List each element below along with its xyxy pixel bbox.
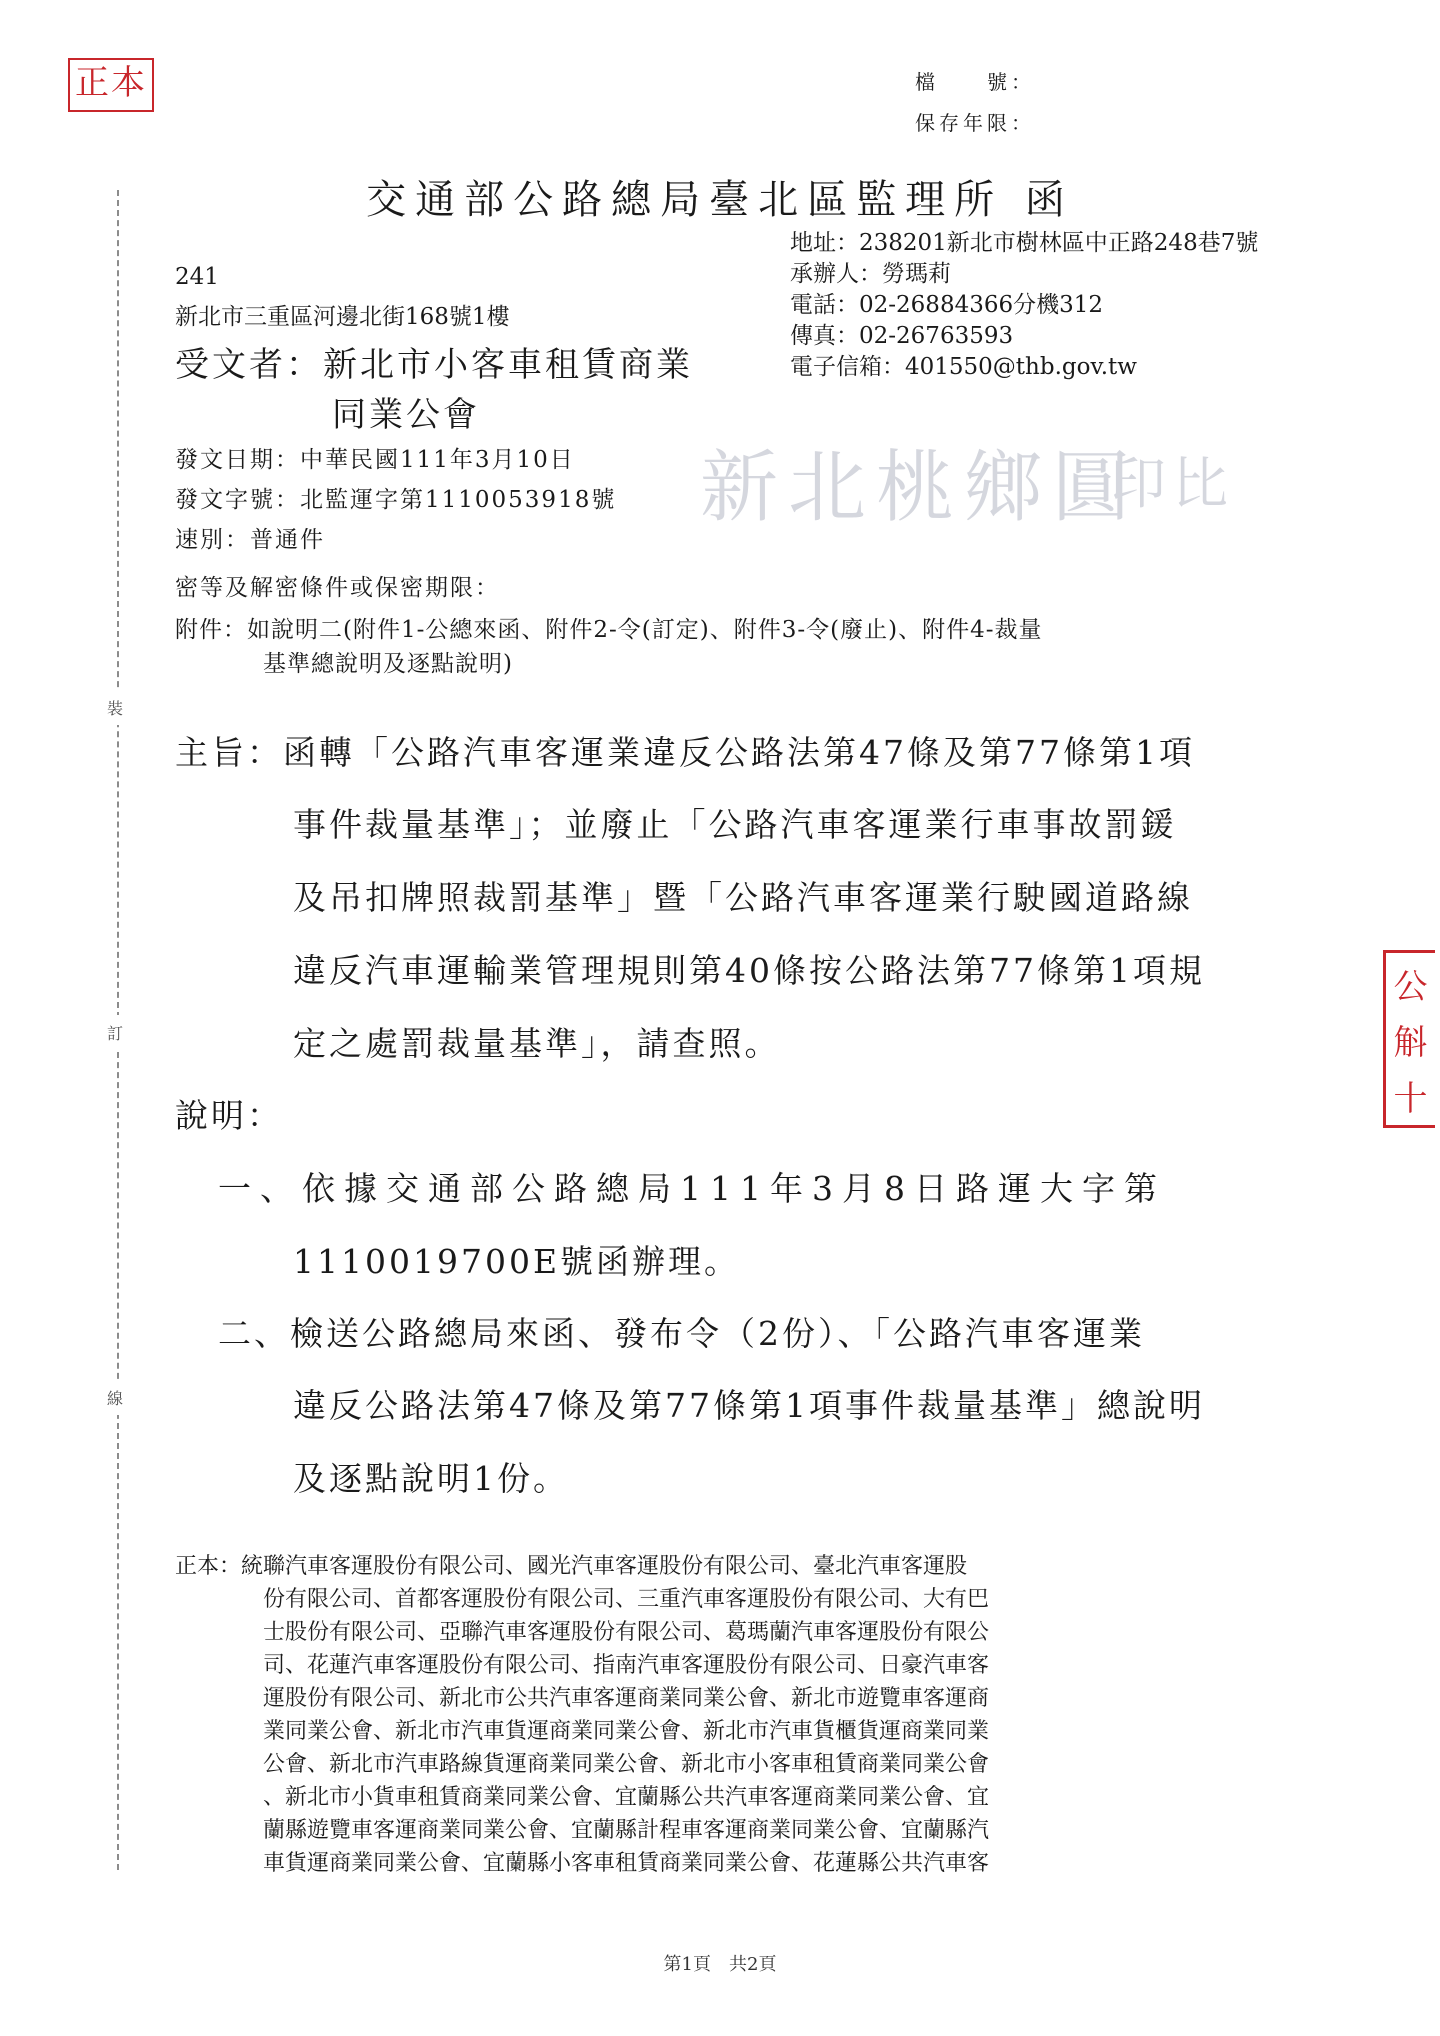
cc-line-10: 車貨運商業同業公會、宜蘭縣小客車租賃商業同業公會、花蓮縣公共汽車客 (263, 1851, 990, 1876)
explanation-item-2-line-2: 違反公路法第47條及第77條第1項事件裁量基準」總說明 (293, 1386, 1205, 1425)
explanation-item-2-line-1: 二、檢送公路總局來函、發布令（2份）、「公路汽車客運業 (218, 1314, 1145, 1353)
side-seal-char-1: 公 (1393, 967, 1428, 1007)
contact-email: 電子信箱：401550@thb.gov.tw (790, 354, 1137, 380)
binding-mark-ding: 訂 (107, 1015, 123, 1050)
binding-mark-xian: 線 (107, 1380, 123, 1415)
retention-period-label: 保存年限： (915, 111, 1035, 135)
cc-line-7: 公會、新北市汽車路線貨運商業同業公會、新北市小客車租賃商業同業公會 (263, 1752, 990, 1777)
faint-seal-watermark-side: 印比 (1110, 452, 1234, 517)
contact-fax: 傳真：02-26763593 (790, 323, 1014, 349)
page-number-footer: 第1頁 共2頁 (663, 1954, 777, 1975)
cc-line-6: 業同業公會、新北市汽車貨運商業同業公會、新北市汽車貨櫃貨運商業同業 (263, 1719, 990, 1744)
attachment-line-2: 基準總說明及逐點說明) (263, 651, 513, 677)
side-seal-char-3: 十 (1393, 1079, 1428, 1119)
recipient-line-2: 同業公會 (332, 395, 480, 435)
contact-block (790, 228, 1258, 383)
subject-line-5: 定之處罰裁量基準」，請查照。 (293, 1024, 781, 1063)
recipient-block (175, 340, 693, 440)
red-side-seal (1383, 950, 1435, 1128)
subject-line-3: 及吊扣牌照裁罰基準」暨「公路汽車客運業行駛國道路線 (293, 878, 1193, 917)
explanation-item-1-line-2: 1110019700E號函辦理。 (293, 1242, 741, 1281)
attachment-line-1: 附件：如說明二(附件1-公總來函、附件2-令(訂定)、附件3-令(廢止)、附件4-裁量 (175, 617, 1043, 643)
recipient-line-1: 受文者：新北市小客車租賃商業 (175, 345, 693, 385)
contact-address: 地址：238201新北市樹林區中正路248巷7號 (790, 230, 1259, 256)
faint-seal-watermark: 新北桃鄉圓 (700, 443, 1141, 533)
document-number: 發文字號：北監運字第1110053918號 (175, 487, 617, 513)
binding-mark-zhuang: 裝 (107, 690, 123, 725)
contact-handler: 承辦人：勞瑪莉 (790, 261, 951, 287)
cc-line-2: 份有限公司、首都客運股份有限公司、三重汽車客運股份有限公司、大有巴 (263, 1587, 990, 1612)
cc-line-9: 蘭縣遊覽車客運商業同業公會、宜蘭縣計程車客運商業同業公會、宜蘭縣汽 (263, 1818, 990, 1843)
file-number-label: 檔 號： (915, 70, 1035, 94)
side-seal-char-2: 斛 (1393, 1023, 1428, 1063)
explanation-heading: 說明： (175, 1096, 283, 1135)
recipient-address: 新北市三重區河邊北街168號1樓 (175, 304, 510, 330)
cc-line-8: 、新北市小貨車租賃商業同業公會、宜蘭縣公共汽車客運商業同業公會、宜 (263, 1785, 990, 1810)
cc-line-1: 正本：統聯汽車客運股份有限公司、國光汽車客運股份有限公司、臺北汽車客運股 (175, 1554, 968, 1579)
contact-phone: 電話：02-26884366分機312 (790, 292, 1104, 318)
subject-line-4: 違反汽車運輸業管理規則第40條按公路法第77條第1項規 (293, 951, 1205, 990)
original-copy-stamp: 正本 (68, 58, 154, 112)
document-title: 交通部公路總局臺北區監理所 函 (366, 177, 1074, 223)
cc-line-5: 運股份有限公司、新北市公共汽車客運商業同業公會、新北市遊覽車客運商 (263, 1686, 990, 1711)
cc-line-4: 司、花蓮汽車客運股份有限公司、指南汽車客運股份有限公司、日豪汽車客 (263, 1653, 990, 1678)
delivery-speed: 速別：普通件 (175, 527, 325, 553)
subject-line-1: 主旨：函轉「公路汽車客運業違反公路法第47條及第77條第1項 (175, 733, 1195, 772)
recipient-zip: 241 (175, 264, 219, 290)
explanation-item-2-line-3: 及逐點說明1份。 (293, 1459, 569, 1498)
secrecy-level: 密等及解密條件或保密期限： (175, 575, 500, 601)
cc-recipients-block (175, 1550, 989, 1880)
cc-line-3: 士股份有限公司、亞聯汽車客運股份有限公司、葛瑪蘭汽車客運股份有限公 (263, 1620, 990, 1645)
subject-line-2: 事件裁量基準」；並廢止「公路汽車客運業行車事故罰鍰 (293, 805, 1177, 844)
explanation-item-1-line-1: 一、依據交通部公路總局111年3月8日路運大字第 (218, 1169, 1166, 1208)
issue-date: 發文日期：中華民國111年3月10日 (175, 447, 575, 473)
